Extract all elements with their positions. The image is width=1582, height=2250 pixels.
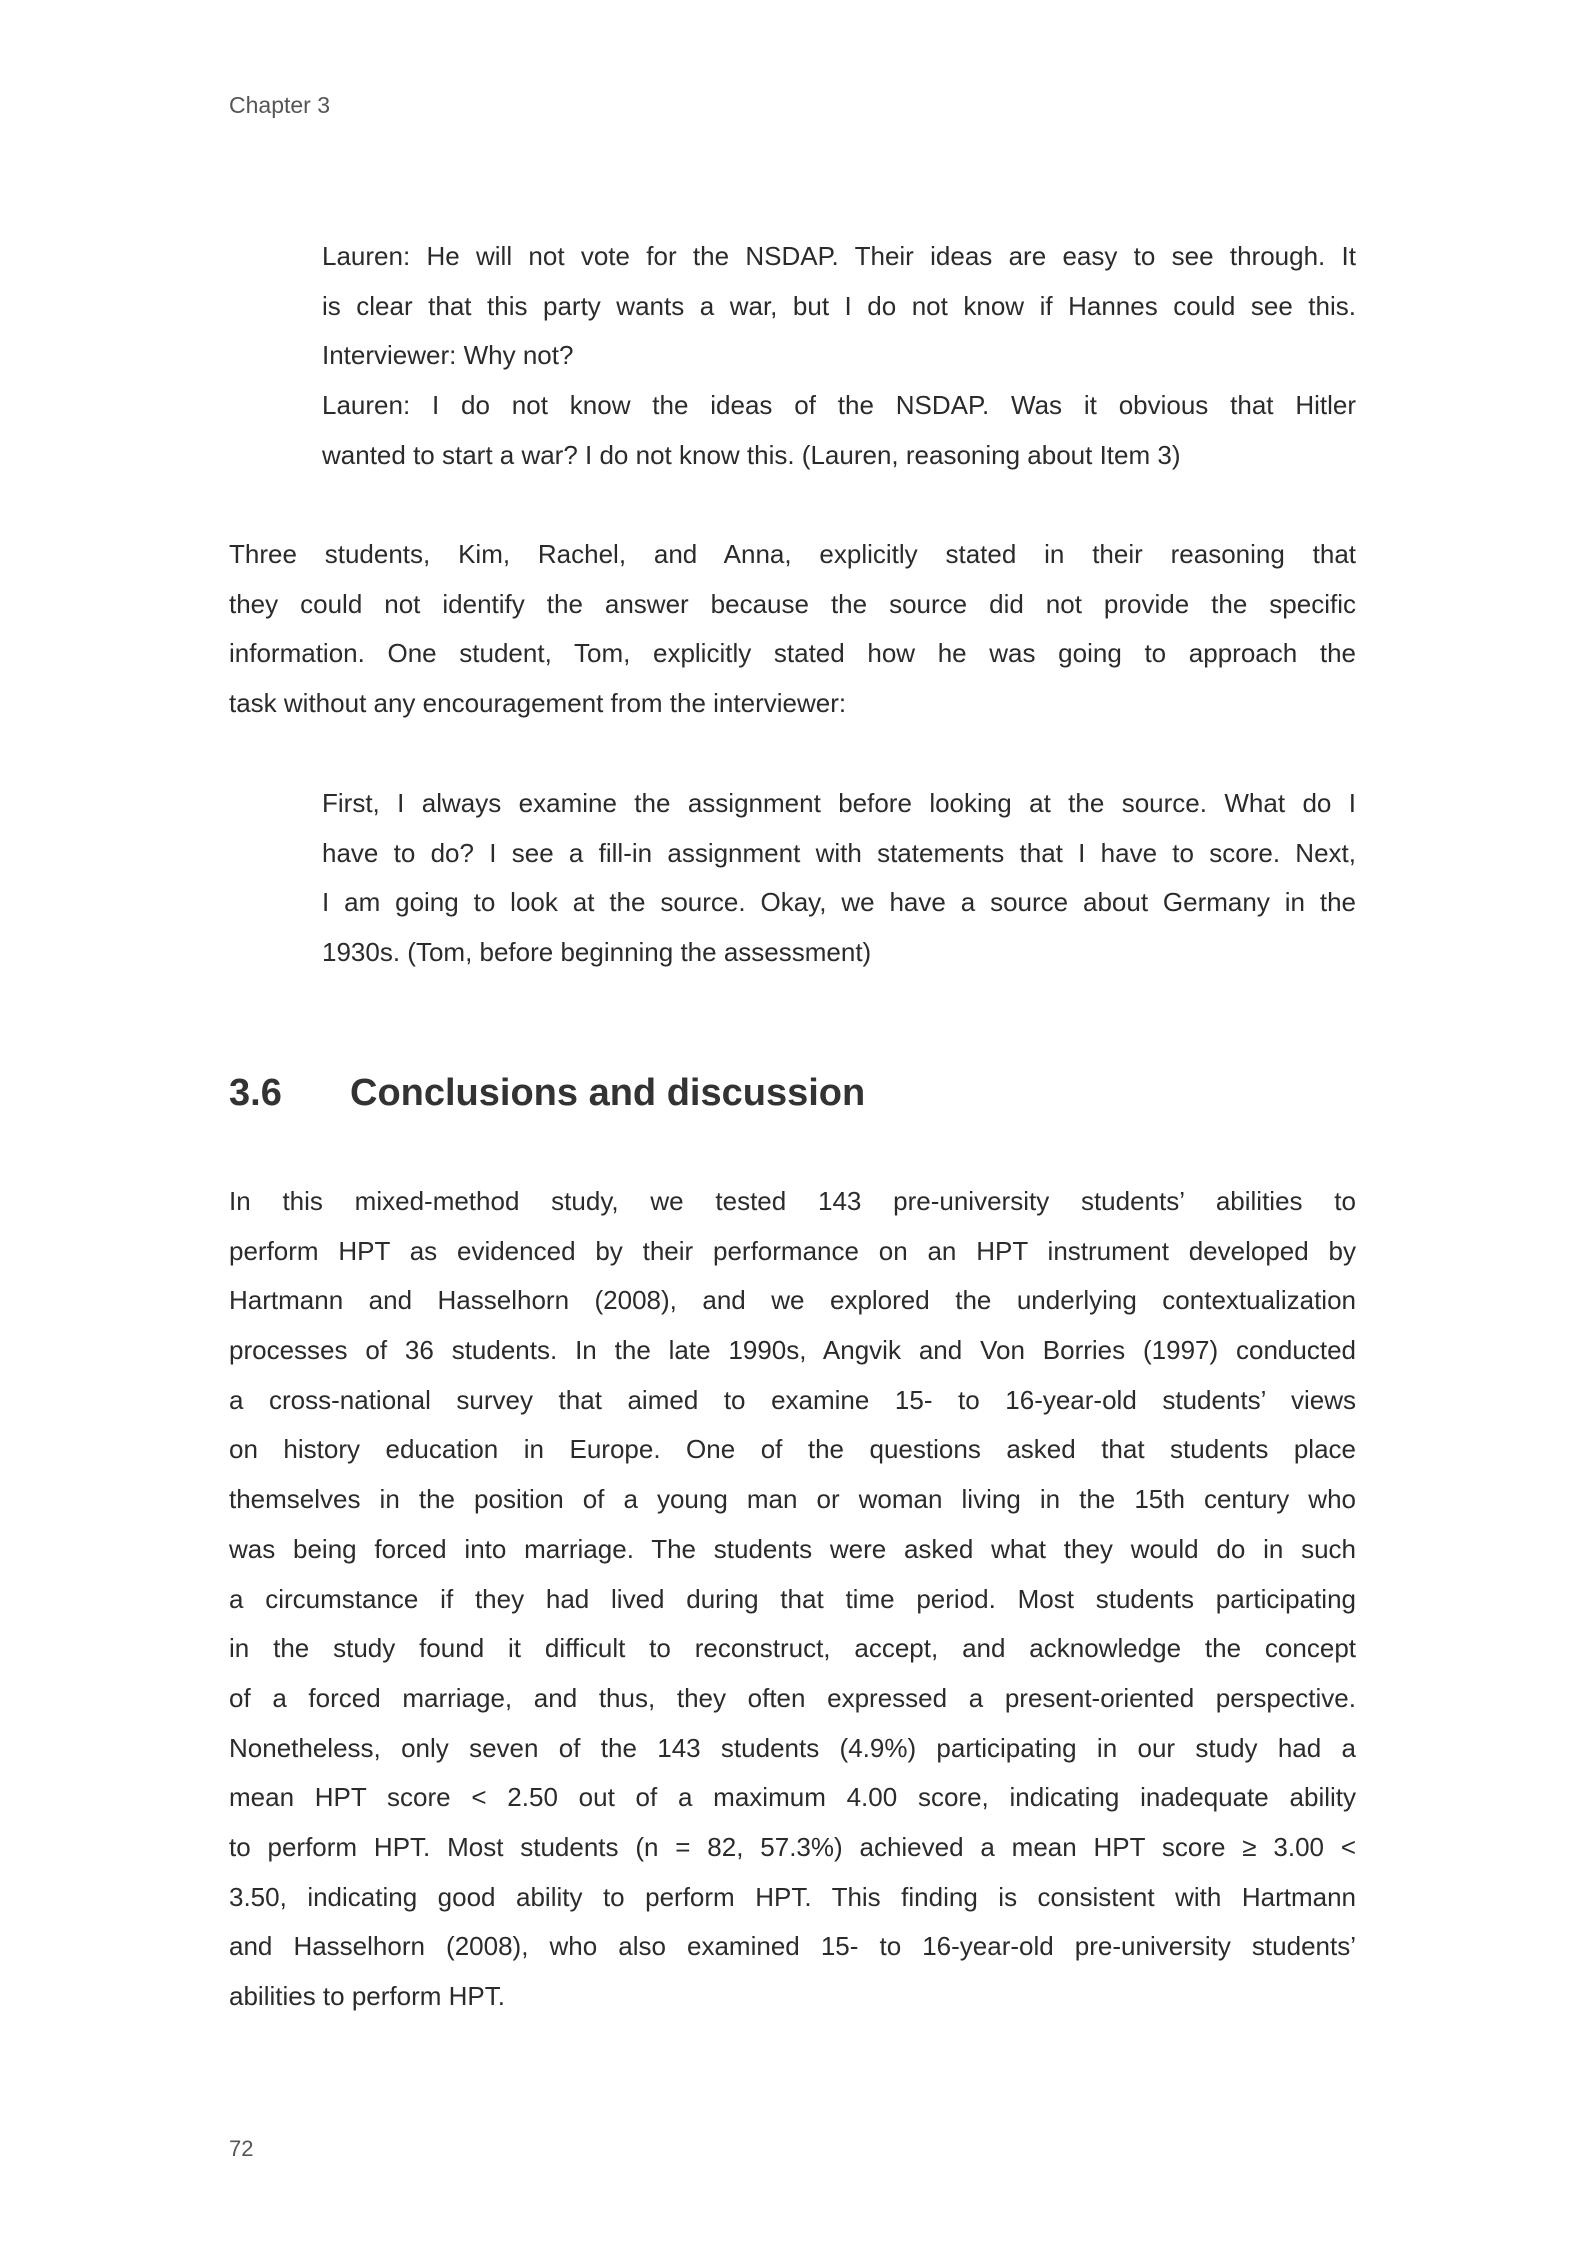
text-line: Nonetheless, only seven of the 143 students (4.9%) participating in our study had a xyxy=(229,1732,1356,1763)
text-line: wanted to start a war? I do not know this. (Lauren, reasoning about Item 3) xyxy=(322,439,1181,470)
text-line: processes of 36 students. In the late 1990s, Angvik and Von Borries (1997) conducted xyxy=(229,1335,1356,1366)
paragraph-conclusions xyxy=(229,1177,1356,2022)
text-line: to perform HPT. Most students (n = 82, 57.3%) achieved a mean HPT score ≥ 3.00 < xyxy=(229,1831,1356,1862)
interview-quote-lauren xyxy=(322,232,1356,480)
text-line: Lauren: He will not vote for the NSDAP. Their ideas are easy to see through. It xyxy=(322,241,1356,271)
text-line: themselves in the position of a young man or woman living in the 15th century who xyxy=(229,1484,1356,1515)
running-header: Chapter 3 xyxy=(229,92,331,118)
text-line: 1930s. (Tom, before beginning the assessment) xyxy=(322,937,872,968)
text-line: is clear that this party wants a war, but I do not know if Hannes could see this. xyxy=(322,290,1356,321)
text-line: In this mixed-method study, we tested 143 pre-university students’ abilities to xyxy=(229,1186,1356,1216)
text-line: on history education in Europe. One of the questions asked that students place xyxy=(229,1434,1356,1465)
text-line: was being forced into marriage. The students were asked what they would do in such xyxy=(229,1533,1356,1564)
text-line: Hartmann and Hasselhorn (2008), and we explored the underlying contextualization xyxy=(229,1285,1356,1316)
text-line: abilities to perform HPT. xyxy=(229,1981,505,2011)
text-line: of a forced marriage, and thus, they often expressed a present-oriented perspective. xyxy=(229,1682,1356,1713)
section-number: 3.6 xyxy=(229,1072,282,1114)
text-line: they could not identify the answer because the source did not provide the specific xyxy=(229,588,1356,619)
text-line: Interviewer: Why not? xyxy=(322,340,574,371)
text-line: information. One student, Tom, explicitly stated how he was going to approach the xyxy=(229,638,1356,669)
text-line: have to do? I see a fill-in assignment with statements that I have to score. Next, xyxy=(322,837,1356,868)
section-title: Conclusions and discussion xyxy=(350,1072,866,1114)
text-line: Three students, Kim, Rachel, and Anna, explicitly stated in their reasoning that xyxy=(229,539,1356,569)
text-line: I am going to look at the source. Okay, we have a source about Germany in the xyxy=(322,887,1356,918)
text-line: in the study found it difficult to reconstruct, accept, and acknowledge the concept xyxy=(229,1633,1356,1664)
text-line: a cross-national survey that aimed to examine 15- to 16-year-old students’ views xyxy=(229,1384,1356,1415)
page-number: 72 xyxy=(229,2136,254,2161)
section-heading xyxy=(229,1072,865,1115)
text-line: mean HPT score < 2.50 out of a maximum 4.00 score, indicating inadequate ability xyxy=(229,1782,1356,1813)
paragraph-three-students xyxy=(229,530,1356,729)
text-line: First, I always examine the assignment before looking at the source. What do I xyxy=(322,788,1356,818)
text-line: 3.50, indicating good ability to perform HPT. This finding is consistent with Hartmann xyxy=(229,1881,1356,1912)
text-line: a circumstance if they had lived during that time period. Most students participating xyxy=(229,1583,1356,1614)
text-line: task without any encouragement from the interviewer: xyxy=(229,688,847,719)
interview-quote-tom xyxy=(322,779,1356,978)
text-line: and Hasselhorn (2008), who also examined 15- to 16-year-old pre-university students’ xyxy=(229,1931,1356,1962)
text-line: Lauren: I do not know the ideas of the NSDAP. Was it obvious that Hitler xyxy=(322,390,1356,421)
text-line: perform HPT as evidenced by their performance on an HPT instrument developed by xyxy=(229,1235,1356,1266)
